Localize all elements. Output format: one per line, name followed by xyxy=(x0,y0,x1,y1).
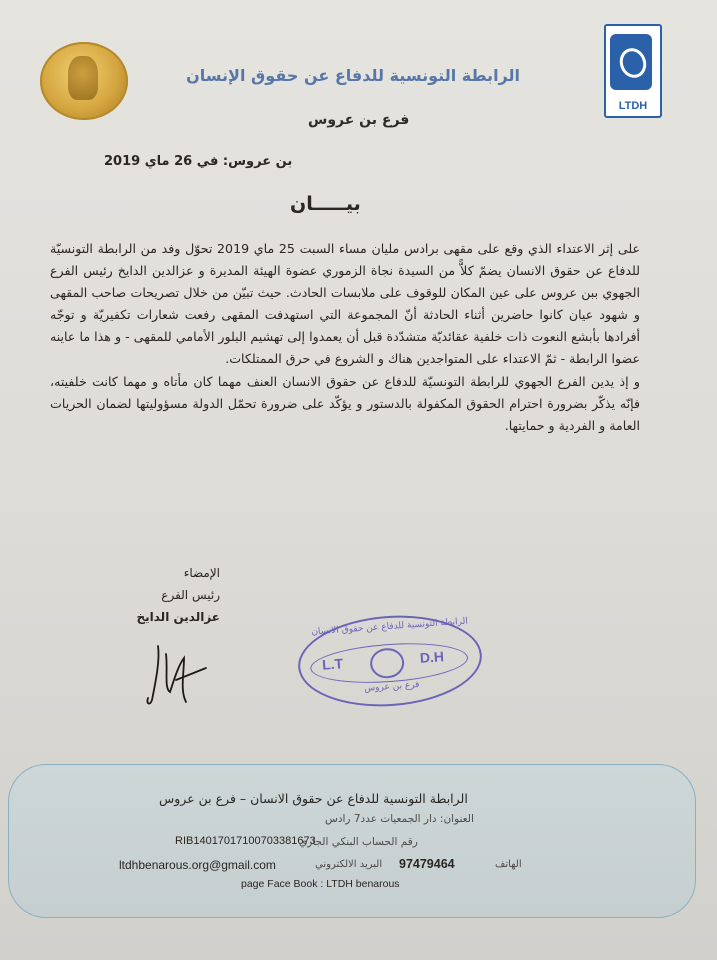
footer-facebook: page Face Book : LTDH benarous xyxy=(241,878,400,890)
footer-email: ltdhbenarous.org@gmail.com xyxy=(119,858,276,872)
footer-email-label: البريد الالكتروني xyxy=(315,859,383,870)
footer-address: العنوان: دار الجمعيات عدد7 رادس xyxy=(325,813,474,825)
signatory-role: رئيس الفرع xyxy=(161,588,220,602)
signatory-name: عزالدين الدايخ xyxy=(136,610,220,624)
handwritten-signature xyxy=(140,640,212,710)
footer-phone-label: الهاتف xyxy=(495,859,522,870)
logo-text: LTDH xyxy=(618,100,648,112)
footer-contact-box xyxy=(8,764,696,918)
nobel-medal-image xyxy=(40,42,128,120)
statement-body xyxy=(50,238,640,437)
document-heading: بيـــــان xyxy=(290,193,361,215)
stamp-right-letters: D.H xyxy=(419,648,445,666)
ltdh-logo xyxy=(604,24,662,118)
stamp-left-letters: L.T xyxy=(321,655,344,673)
stamp-ring-text: الرابطة التونسية للدفاع عن حقوق الانسان xyxy=(311,616,469,638)
signature-label: الإمضاء xyxy=(183,566,220,580)
paragraph-2: و إذ يدين الفرع الجهوي للرابطة التونسيّة للدفاع عن حقوق الانسان العنف مهما كان مأتاه و مهما كانت خلفيته، فإنّه يذكّر بضرورة احترام الحقوق المكفولة بالدستور و يؤكّد على ضرورة تحمّل الدولة مسؤوليتها لضمان الحريات العامة و الفردية و حمايتها. xyxy=(50,373,640,433)
medal-portrait xyxy=(68,56,98,100)
ltdh-globe-icon xyxy=(610,34,652,90)
footer-rib: RIB14017017100703381673 xyxy=(175,835,316,847)
footer-rib-label: رقم الحساب البنكي الجاري xyxy=(299,836,418,848)
footer-organization: الرابطة التونسية للدفاع عن حقوق الانسان – فرع بن عروس xyxy=(159,791,468,806)
branch-title: فرع بن عروس xyxy=(308,112,410,128)
organization-title: الرابطة التونسية للدفاع عن حقوق الإنسان xyxy=(186,66,520,85)
signature-block xyxy=(100,562,220,628)
date-line: بن عروس: في 26 ماي 2019 xyxy=(104,154,293,169)
paragraph-1: على إثر الاعتداء الذي وقع على مقهى برادس مليان مساء السبت 25 ماي 2019 تحوّل وفد من الرابطة التونسيّة للدفاع عن حقوق الانسان يضمّ كلاًّ من السيدة نجاة الزموري عضوة الهيئة المديرة و عزالدين الدايخ رئيس الفرع الجهوي ببن عروس على عين المكان للوقوف على ملابسات الحادث. حيث تبيّن من خلال تصريحات صاحب المقهى و شهود عيان كانوا حاضرين أثناء الحادثة أنّ المجموعة التي استهدفت المقهى رفعت شعارات تكفيريّة و توجّه أفرادها بأبشع النعوت ذات خلفية عقائديّة متشدّدة قبل أن يعمدوا إلى تهشيم البلور الأمامي للمقهى - و هذا ما عاينه عضوا الرابطة - ثمّ الاعتداء على المتواجدين هناك و الشروع في حرق الممتلكات. xyxy=(50,241,640,367)
stamp-sub-text: فرع بن عروس xyxy=(363,680,420,694)
footer-phone: 97479464 xyxy=(399,857,455,871)
official-stamp xyxy=(295,610,485,713)
